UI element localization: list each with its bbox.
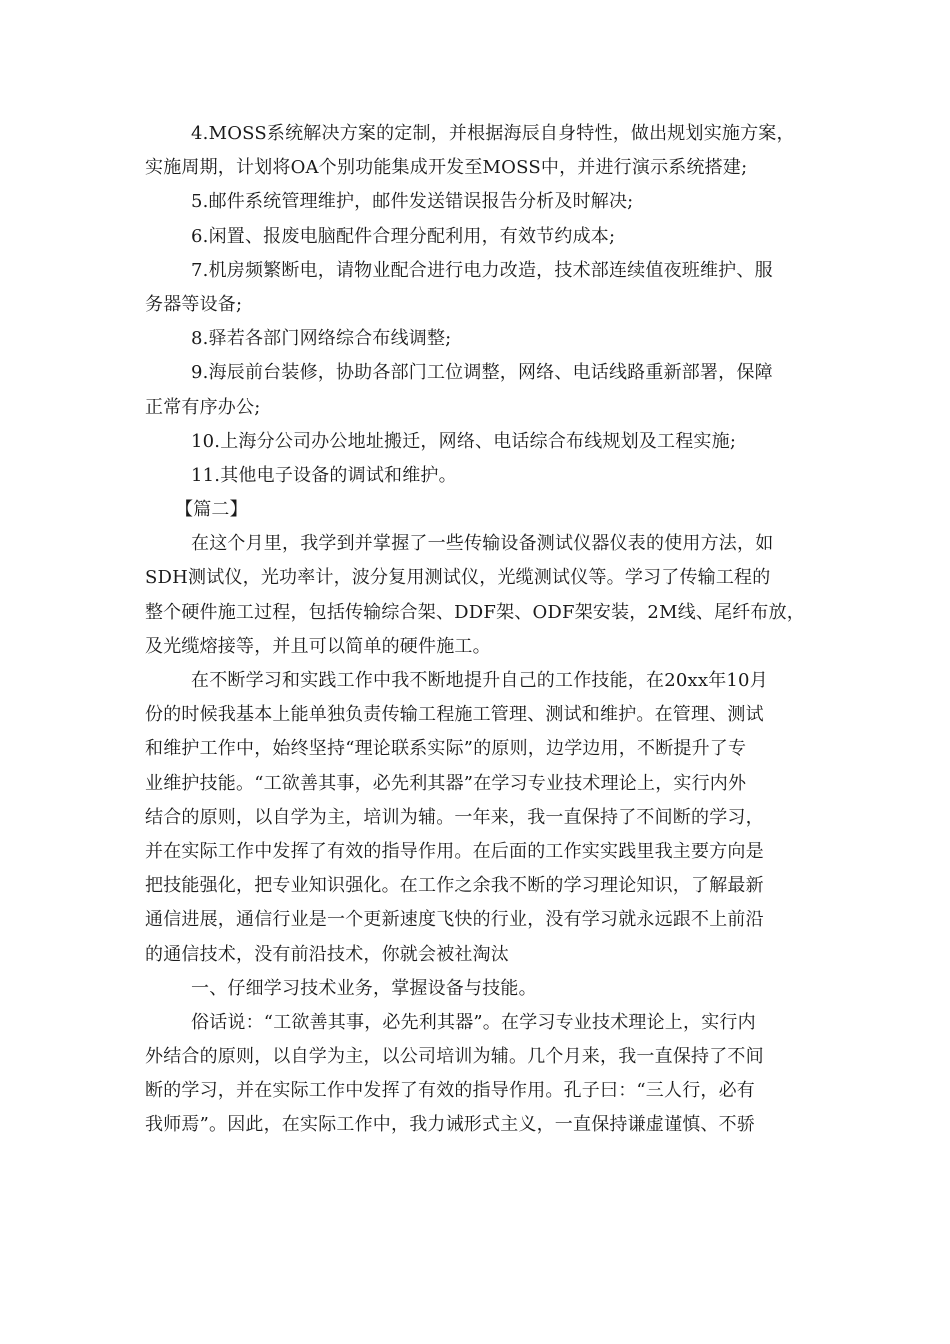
text-line: SDH测试仪，光功率计，波分复用测试仪，光缆测试仪等。学习了传输工程的: [145, 567, 771, 589]
text-line: 6.闲置、报废电脑配件合理分配利用，有效节约成本;: [191, 225, 616, 247]
text-line: 俗话说：“工欲善其事，必先利其器”。在学习专业技术理论上，实行内: [191, 1011, 756, 1033]
text-line: 断的学习，并在实际工作中发挥了有效的指导作用。孔子曰：“三人行，必有: [145, 1080, 755, 1102]
text-line: 并在实际工作中发挥了有效的指导作用。在后面的工作实实践里我主要方向是: [145, 840, 764, 862]
text-line: 份的时候我基本上能单独负责传输工程施工管理、测试和维护。在管理、测试: [145, 704, 764, 726]
text-line: 正常有序办公;: [145, 396, 261, 418]
text-line: 在不断学习和实践工作中我不断地提升自己的工作技能，在20xx年10月: [191, 670, 768, 691]
text-line: 在这个月里，我学到并掌握了一些传输设备测试仪器仪表的使用方法，如: [191, 533, 774, 555]
text-line: 7.机房频繁断电，请物业配合进行电力改造，技术部连续值夜班维护、服: [191, 259, 773, 281]
text-line: 和维护工作中，始终坚持“理论联系实际”的原则，边学边用，不断提升了专: [145, 738, 747, 760]
text-line: 11.其他电子设备的调试和维护。: [191, 464, 457, 486]
text-line: 4.MOSS系统解决方案的定制，并根据海辰自身特性，做出规划实施方案，: [191, 123, 795, 144]
text-line: 结合的原则，以自学为主，培训为辅。一年来，我一直保持了不间断的学习，: [145, 806, 764, 828]
text-line: 通信进展，通信行业是一个更新速度飞快的行业，没有学习就永远跟不上前沿: [145, 909, 764, 931]
text-line: 及光缆熔接等，并且可以简单的硬件施工。: [145, 635, 491, 657]
text-line: 8.驿若各部门网络综合布线调整;: [191, 328, 452, 350]
text-line: 业维护技能。“工欲善其事，必先利其器”在学习专业技术理论上，实行内外: [145, 772, 747, 794]
document-body: [145, 117, 805, 1143]
text-line: 10.上海分公司办公地址搬迁，网络、电话综合布线规划及工程实施;: [191, 430, 737, 452]
text-line: 外结合的原则，以自学为主，以公司培训为辅。几个月来，我一直保持了不间: [145, 1046, 764, 1068]
text-line: 务器等设备;: [145, 293, 243, 315]
text-line: 把技能强化，把专业知识强化。在工作之余我不断的学习理论知识，了解最新: [145, 875, 764, 897]
text-line: 实施周期，计划将OA个别功能集成开发至MOSS中，并进行演示系统搭建;: [145, 157, 748, 179]
text-line: 9.海辰前台装修，协助各部门工位调整，网络、电话线路重新部署，保障: [191, 362, 773, 384]
text-line: 5.邮件系统管理维护，邮件发送错误报告分析及时解决;: [191, 191, 634, 213]
text-line: 整个硬件施工过程，包括传输综合架、DDF架、ODF架安装，2M线、尾纤布放，: [145, 601, 805, 623]
text-line: 一、仔细学习技术业务，掌握设备与技能。: [191, 977, 537, 999]
section-heading: 【篇二】: [175, 499, 248, 521]
text-line: 我师焉”。因此，在实际工作中，我力诫形式主义，一直保持谦虚谨慎、不骄: [145, 1114, 755, 1136]
text-line: 的通信技术，没有前沿技术，你就会被社淘汰: [145, 943, 509, 965]
